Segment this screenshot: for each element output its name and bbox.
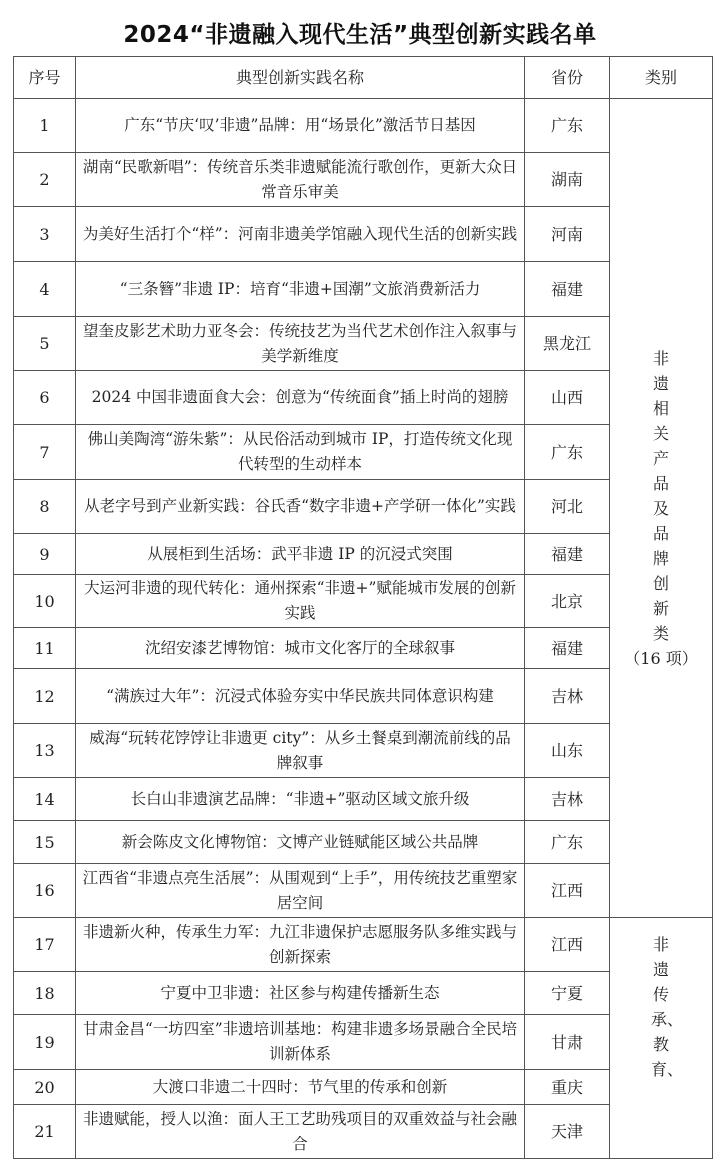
table-row (14, 1015, 713, 1070)
table-row (14, 425, 713, 480)
practice-name: “满族过大年”：沉浸式体验夯实中华民族共同体意识构建 (76, 669, 525, 724)
category-cell (610, 918, 713, 1159)
province: 广东 (525, 425, 610, 480)
category-cell (610, 99, 713, 918)
practice-name: 从老字号到产业新实践：谷氏香“数字非遗+产学研一体化”实践 (76, 480, 525, 534)
province: 广东 (525, 821, 610, 864)
category-label: 非遗传承、教育、 (651, 935, 684, 1079)
province: 吉林 (525, 778, 610, 821)
header-category: 类别 (610, 57, 713, 99)
row-number: 3 (14, 207, 76, 262)
table-row (14, 628, 713, 669)
table-row (14, 1070, 713, 1105)
practice-name: 长白山非遗演艺品牌：“非遗+”驱动区域文旅升级 (76, 778, 525, 821)
row-number: 8 (14, 480, 76, 534)
table-row (14, 575, 713, 628)
row-number: 10 (14, 575, 76, 628)
row-number: 5 (14, 317, 76, 371)
table-row (14, 153, 713, 207)
row-number: 15 (14, 821, 76, 864)
table-row (14, 262, 713, 317)
practice-name: 大渡口非遗二十四时：节气里的传承和创新 (76, 1070, 525, 1105)
province: 黑龙江 (525, 317, 610, 371)
row-number: 12 (14, 669, 76, 724)
row-number: 16 (14, 864, 76, 918)
practice-name: 新会陈皮文化博物馆：文博产业链赋能区域公共品牌 (76, 821, 525, 864)
practice-name: 2024 中国非遗面食大会：创意为“传统面食”插上时尚的翅膀 (76, 371, 525, 425)
province: 福建 (525, 534, 610, 575)
practice-name: 江西省“非遗点亮生活展”：从围观到“上手”，用传统技艺重塑家居空间 (76, 864, 525, 918)
practice-name: 大运河非遗的现代转化：通州探索“非遗+”赋能城市发展的创新实践 (76, 575, 525, 628)
row-number: 9 (14, 534, 76, 575)
province: 吉林 (525, 669, 610, 724)
province: 福建 (525, 628, 610, 669)
practice-name: 佛山美陶湾“游朱紫”：从民俗活动到城市 IP，打造传统文化现代转型的生动样本 (76, 425, 525, 480)
province: 北京 (525, 575, 610, 628)
header-province: 省份 (525, 57, 610, 99)
province: 山西 (525, 371, 610, 425)
header-no: 序号 (14, 57, 76, 99)
practice-name: 威海“玩转花饽饽让非遗更 city”：从乡土餐桌到潮流前线的品牌叙事 (76, 724, 525, 778)
province: 山东 (525, 724, 610, 778)
row-number: 20 (14, 1070, 76, 1105)
table-row (14, 371, 713, 425)
row-number: 13 (14, 724, 76, 778)
row-number: 18 (14, 972, 76, 1015)
practice-name: 从展柜到生活场：武平非遗 IP 的沉浸式突围 (76, 534, 525, 575)
table-row (14, 480, 713, 534)
category-label: 非遗相关产品及品牌创新类 (652, 348, 669, 643)
province: 江西 (525, 918, 610, 972)
province: 重庆 (525, 1070, 610, 1105)
table-row (14, 534, 713, 575)
province: 河北 (525, 480, 610, 534)
row-number: 17 (14, 918, 76, 972)
province: 福建 (525, 262, 610, 317)
table-header-row (14, 57, 713, 99)
table-body (14, 99, 713, 1159)
row-number: 2 (14, 153, 76, 207)
practice-name: 湖南“民歌新唱”：传统音乐类非遗赋能流行歌创作，更新大众日常音乐审美 (76, 153, 525, 207)
table-row (14, 778, 713, 821)
category-count: （16 项） (624, 648, 698, 668)
table-row (14, 669, 713, 724)
table-row (14, 1105, 713, 1159)
header-name: 典型创新实践名称 (76, 57, 525, 99)
province: 天津 (525, 1105, 610, 1159)
province: 河南 (525, 207, 610, 262)
row-number: 6 (14, 371, 76, 425)
row-number: 14 (14, 778, 76, 821)
practice-name: 沈绍安漆艺博物馆：城市文化客厅的全球叙事 (76, 628, 525, 669)
row-number: 4 (14, 262, 76, 317)
practice-name: 非遗新火种，传承生力军：九江非遗保护志愿服务队多维实践与创新探索 (76, 918, 525, 972)
province: 湖南 (525, 153, 610, 207)
row-number: 1 (14, 99, 76, 153)
practice-name: 宁夏中卫非遗：社区参与构建传播新生态 (76, 972, 525, 1015)
province: 甘肃 (525, 1015, 610, 1070)
table-row (14, 972, 713, 1015)
row-number: 7 (14, 425, 76, 480)
page-title: 2024“非遗融入现代生活”典型创新实践名单 (123, 22, 597, 48)
practice-name: 甘肃金昌“一坊四室”非遗培训基地：构建非遗多场景融合全民培训新体系 (76, 1015, 525, 1070)
table-row (14, 99, 713, 153)
practice-name: 广东“节庆‘叹’非遗”品牌：用“场景化”激活节日基因 (76, 99, 525, 153)
row-number: 21 (14, 1105, 76, 1159)
practice-name: “三条簪”非遗 IP：培育“非遗+国潮”文旅消费新活力 (76, 262, 525, 317)
province: 宁夏 (525, 972, 610, 1015)
table-row (14, 317, 713, 371)
row-number: 11 (14, 628, 76, 669)
table-row (14, 918, 713, 972)
table-row (14, 724, 713, 778)
table-row (14, 207, 713, 262)
row-number: 19 (14, 1015, 76, 1070)
province: 广东 (525, 99, 610, 153)
province: 江西 (525, 864, 610, 918)
practice-name: 非遗赋能，授人以渔：面人王工艺助残项目的双重效益与社会融合 (76, 1105, 525, 1159)
table-row (14, 821, 713, 864)
practice-name: 望奎皮影艺术助力亚冬会：传统技艺为当代艺术创作注入叙事与美学新维度 (76, 317, 525, 371)
table-row (14, 864, 713, 918)
practice-list-table (13, 56, 713, 1159)
practice-name: 为美好生活打个“样”：河南非遗美学馆融入现代生活的创新实践 (76, 207, 525, 262)
